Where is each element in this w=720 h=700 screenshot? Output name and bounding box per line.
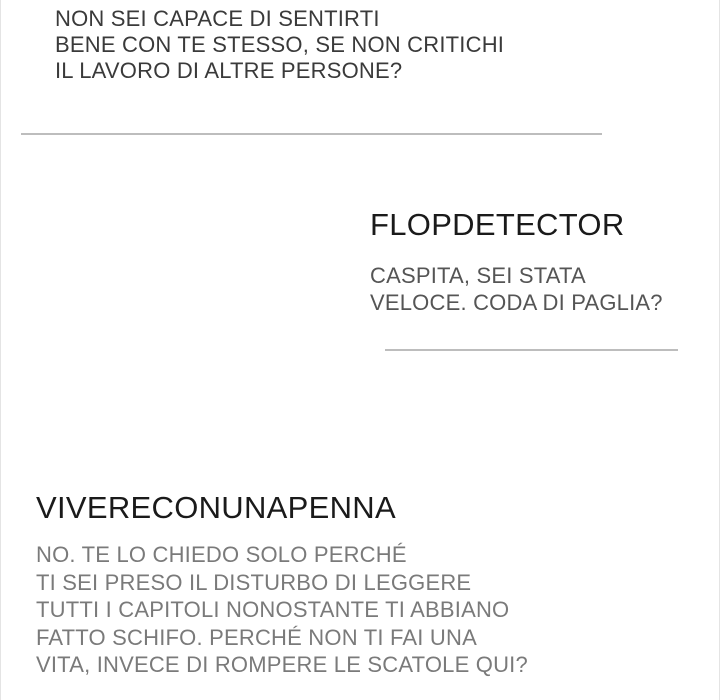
comment-line: CASPITA, SEI STATA [370, 263, 586, 288]
comment-line: TUTTI I CAPITOLI NONOSTANTE TI ABBIANO [36, 597, 510, 622]
comment-line: TI SEI PRESO IL DISTURBO DI LEGGERE [36, 569, 472, 595]
comment-text [370, 262, 663, 316]
comment-line: BENE CON TE STESSO, SE NON CRITICHI [55, 32, 505, 57]
comment-divider [21, 133, 602, 135]
comment-line: VELOCE. CODA DI PAGLIA? [370, 290, 663, 315]
comment-line: VITA, INVECE DI ROMPERE LE SCATOLE QUI? [36, 652, 528, 677]
panel-left-edge [0, 0, 1, 700]
comment-line: FATTO SCHIFO. PERCHÉ NON TI FAI UNA [36, 624, 477, 650]
comment-line: NON SEI CAPACE DI SENTIRTI [55, 6, 380, 31]
comment-text [36, 541, 528, 679]
comment-line: IL LAVORO DI ALTRE PERSONE? [55, 58, 403, 83]
comment-author: FLOPDETECTOR [370, 207, 625, 242]
comment-line: NO. TE LO CHIEDO SOLO PERCHÉ [36, 542, 407, 567]
comment-author: VIVERECONUNAPENNA [36, 490, 396, 525]
comment-text [55, 6, 504, 84]
comment-divider [385, 349, 678, 351]
